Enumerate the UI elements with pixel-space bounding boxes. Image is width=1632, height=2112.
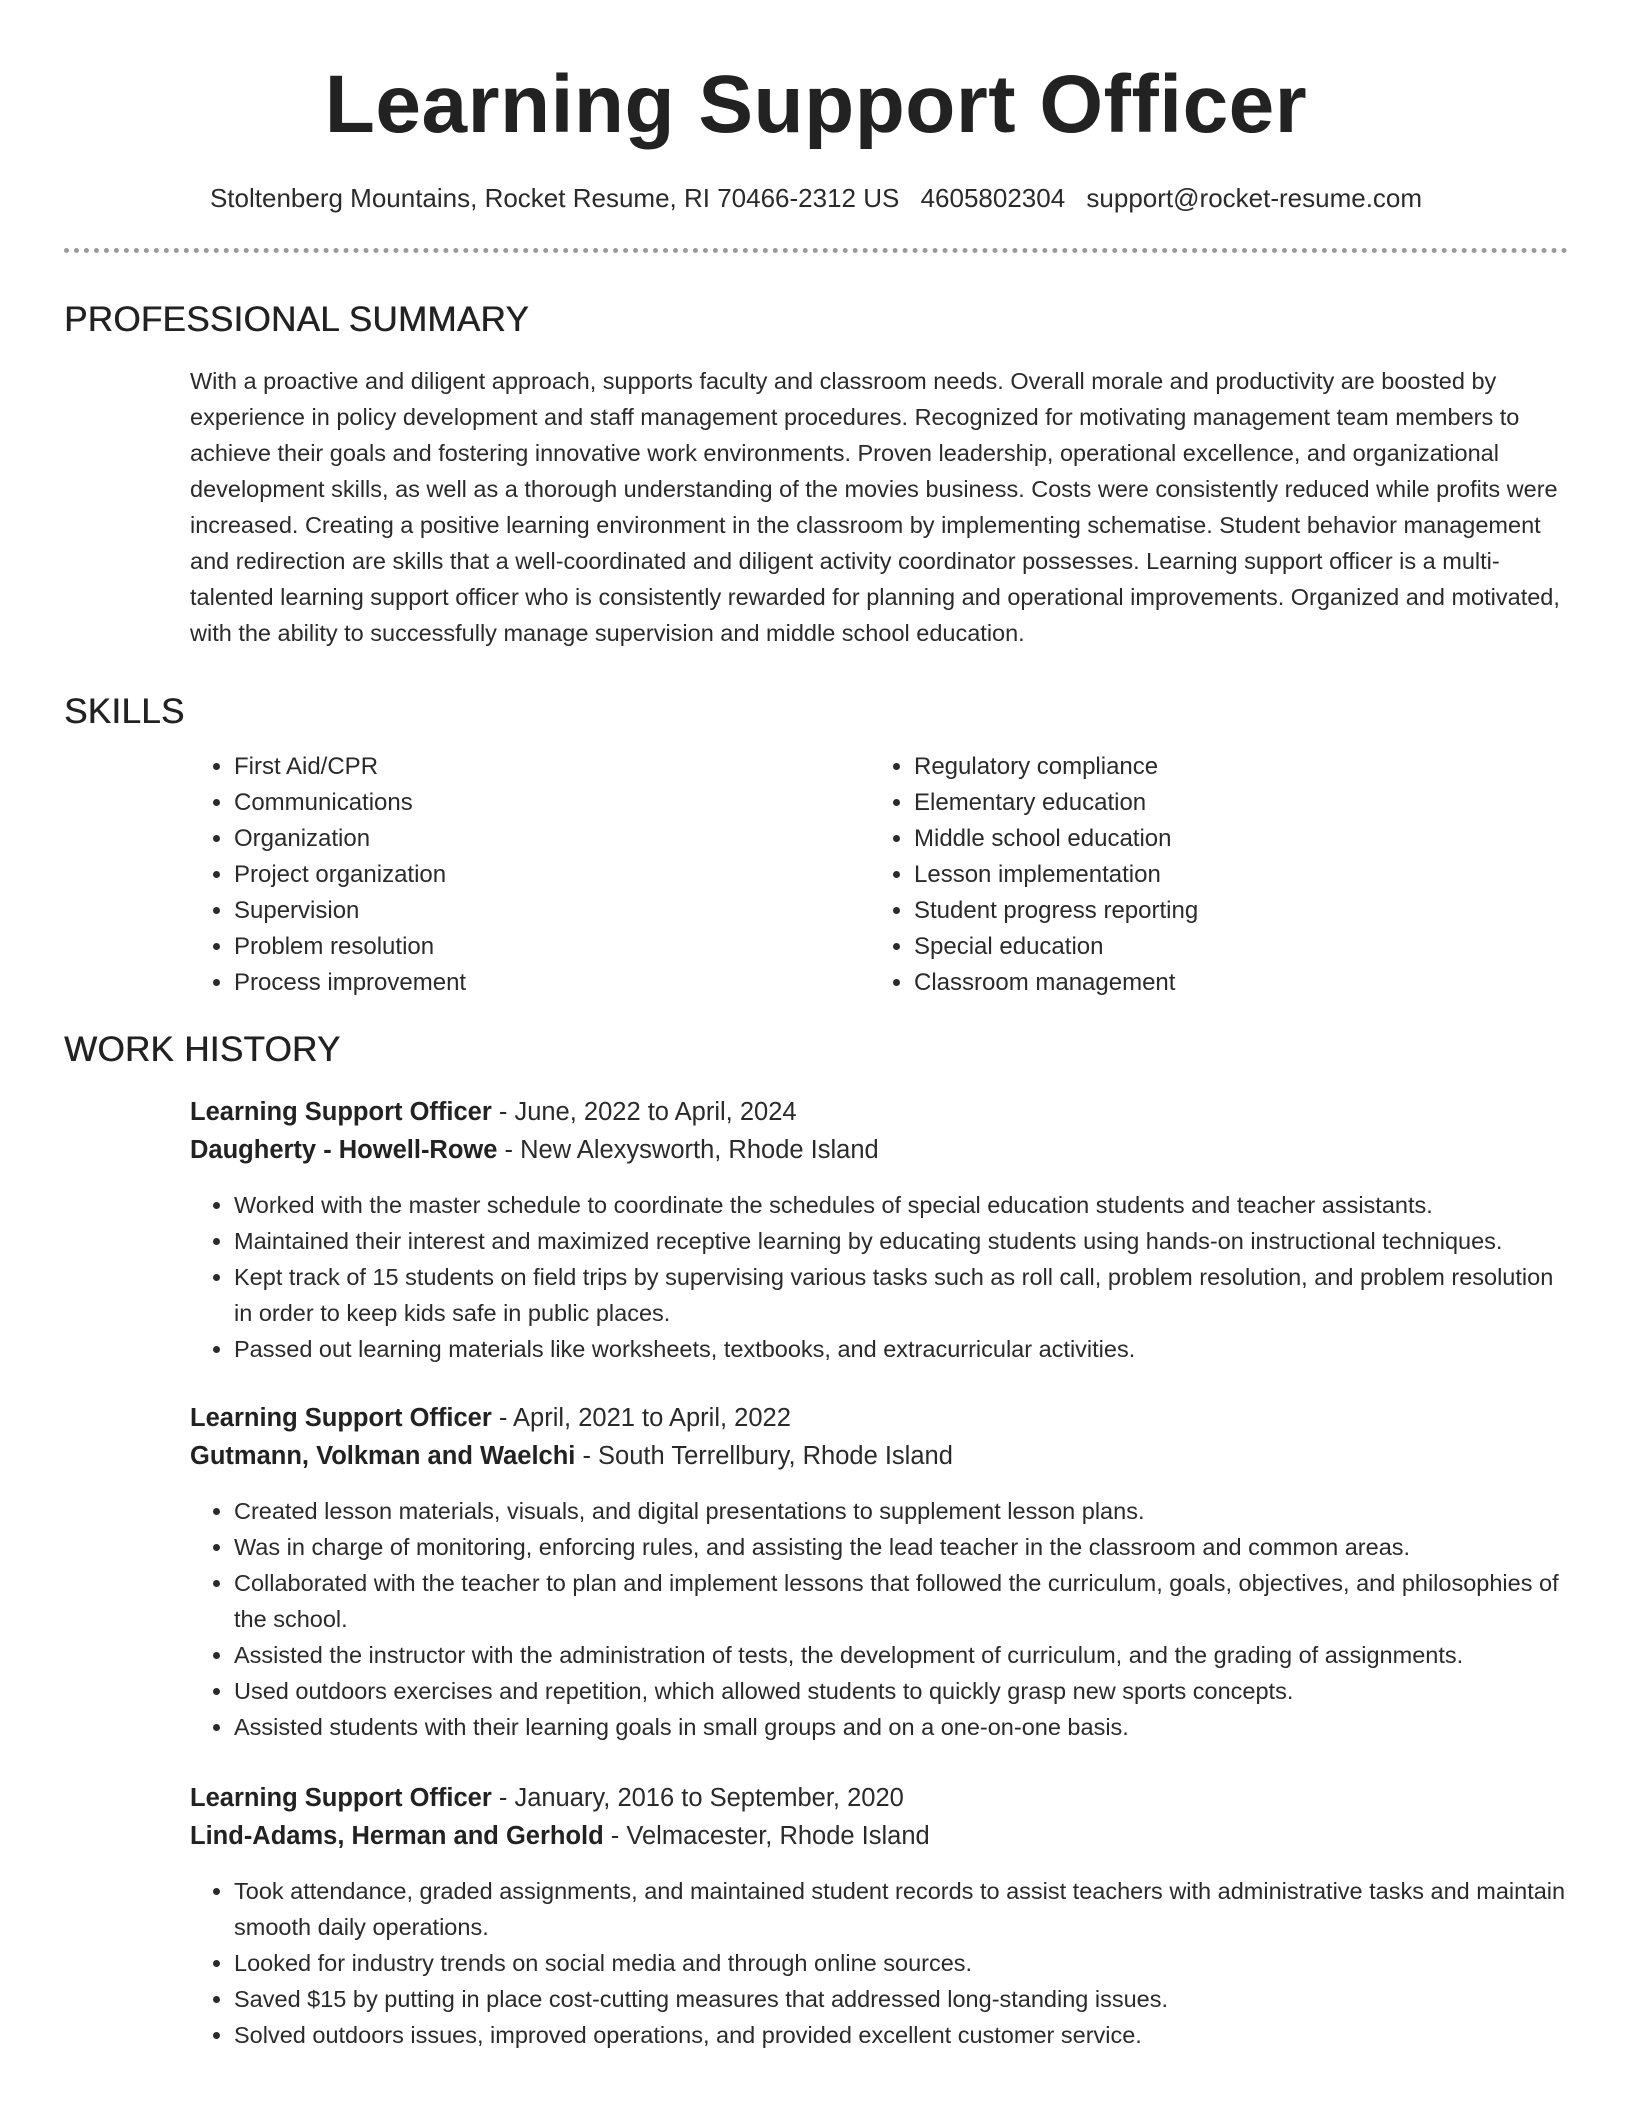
job-role: Learning Support Officer bbox=[190, 1098, 492, 1126]
job-role-line bbox=[190, 1093, 1568, 1131]
skill-item: • Communications bbox=[234, 785, 870, 821]
job-bullet: • Passed out learning materials like worksheets, textbooks, and extracurricular activities. bbox=[234, 1331, 1568, 1367]
job-entry bbox=[190, 1399, 1568, 1745]
job-bullet: • Created lesson materials, visuals, and digital presentations to supplement lesson plans. bbox=[234, 1493, 1568, 1529]
job-bullets bbox=[190, 1187, 1568, 1367]
job-bullet: • Looked for industry trends on social media and through online sources. bbox=[234, 1945, 1568, 1981]
section-title-work-history: WORK HISTORY bbox=[64, 1030, 341, 1069]
skill-item: • Project organization bbox=[234, 857, 870, 893]
skill-item: • Regulatory compliance bbox=[914, 749, 1534, 785]
job-dates: - January, 2016 to September, 2020 bbox=[491, 1784, 904, 1812]
contact-line bbox=[64, 180, 1568, 216]
contact-phone: 4605802304 bbox=[920, 183, 1066, 213]
skill-item: • Special education bbox=[914, 929, 1534, 965]
job-bullet: • Collaborated with the teacher to plan and implement lessons that followed the curriculum, goals, objectives, and philosophies of the school. bbox=[234, 1565, 1568, 1637]
skill-item: • Classroom management bbox=[914, 965, 1534, 1001]
skill-item: • Elementary education bbox=[914, 785, 1534, 821]
contact-email: support@rocket-resume.com bbox=[1086, 183, 1423, 213]
job-bullet: • Maintained their interest and maximized receptive learning by educating students using hands-on instructional techniques. bbox=[234, 1223, 1568, 1259]
skills-column-left bbox=[190, 749, 870, 1001]
job-company-line bbox=[190, 1817, 1568, 1855]
header-divider bbox=[64, 248, 1568, 253]
job-bullets bbox=[190, 1493, 1568, 1745]
job-bullets bbox=[190, 1873, 1568, 2053]
job-entry bbox=[190, 1093, 1568, 1367]
skill-item: • Process improvement bbox=[234, 965, 870, 1001]
job-bullet: • Kept track of 15 students on field trips by supervising various tasks such as roll call, problem resolution, and problem resolution in order to keep kids safe in public places. bbox=[234, 1259, 1568, 1331]
section-title-summary: PROFESSIONAL SUMMARY bbox=[64, 300, 529, 339]
skill-item: • Lesson implementation bbox=[914, 857, 1534, 893]
job-bullet: • Assisted the instructor with the administration of tests, the development of curriculum, and the grading of assignments. bbox=[234, 1637, 1568, 1673]
job-entry bbox=[190, 1779, 1568, 2053]
job-company: Gutmann, Volkman and Waelchi bbox=[190, 1442, 576, 1470]
job-role-line bbox=[190, 1779, 1568, 1817]
summary-text: With a proactive and diligent approach, supports faculty and classroom needs. Overall morale and productivity are boosted by experience in policy development and staff management procedures. Recognized for motivating management team members to achieve their goals and fostering innovative work environments. Proven leadership, operational excellence, and organizational development skills, as well as a thorough understanding of the movies business. Costs were consistently reduced while profits were increased. Creating a positive learning environment in the classroom by implementing schematise. Student behavior management and redirection are skills that a well-coordinated and diligent activity coordinator possesses. Learning support officer is a multi-talented learning support officer who is consistently rewarded for planning and operational improvements. Organized and motivated, with the ability to successfully manage supervision and middle school education. bbox=[190, 368, 1560, 646]
job-dates: - April, 2021 to April, 2022 bbox=[491, 1404, 791, 1432]
job-location: - South Terrellbury, Rhode Island bbox=[575, 1442, 953, 1470]
skill-item: • Middle school education bbox=[914, 821, 1534, 857]
skills-list bbox=[190, 749, 1568, 1001]
job-location: - New Alexysworth, Rhode Island bbox=[497, 1136, 879, 1164]
skill-item: • Supervision bbox=[234, 893, 870, 929]
skill-item: • First Aid/CPR bbox=[234, 749, 870, 785]
job-company: Lind-Adams, Herman and Gerhold bbox=[190, 1822, 604, 1850]
contact-address: Stoltenberg Mountains, Rocket Resume, RI 70466-2312 US bbox=[209, 183, 900, 213]
job-bullet: • Solved outdoors issues, improved operations, and provided excellent customer service. bbox=[234, 2017, 1568, 2053]
job-bullet: • Worked with the master schedule to coordinate the schedules of special education students and teacher assistants. bbox=[234, 1187, 1568, 1223]
job-role: Learning Support Officer bbox=[190, 1404, 492, 1432]
job-company-line bbox=[190, 1131, 1568, 1169]
skill-item: • Problem resolution bbox=[234, 929, 870, 965]
section-title-skills: SKILLS bbox=[64, 692, 185, 731]
resume-name: Learning Support Officer bbox=[324, 59, 1308, 150]
job-company-line bbox=[190, 1437, 1568, 1475]
job-location: - Velmacester, Rhode Island bbox=[603, 1822, 930, 1850]
job-bullet: • Assisted students with their learning goals in small groups and on a one-on-one basis. bbox=[234, 1709, 1568, 1745]
resume-page bbox=[64, 0, 1568, 2053]
job-dates: - June, 2022 to April, 2024 bbox=[491, 1098, 797, 1126]
job-bullet: • Used outdoors exercises and repetition, which allowed students to quickly grasp new sports concepts. bbox=[234, 1673, 1568, 1709]
job-bullet: • Took attendance, graded assignments, and maintained student records to assist teachers with administrative tasks and maintain smooth daily operations. bbox=[234, 1873, 1568, 1945]
skill-item: • Student progress reporting bbox=[914, 893, 1534, 929]
job-role-line bbox=[190, 1399, 1568, 1437]
job-role: Learning Support Officer bbox=[190, 1784, 492, 1812]
skill-item: • Organization bbox=[234, 821, 870, 857]
job-company: Daugherty - Howell-Rowe bbox=[190, 1136, 498, 1164]
job-bullet: • Saved $15 by putting in place cost-cutting measures that addressed long-standing issues. bbox=[234, 1981, 1568, 2017]
skills-column-right bbox=[870, 749, 1534, 1001]
job-bullet: • Was in charge of monitoring, enforcing rules, and assisting the lead teacher in the classroom and common areas. bbox=[234, 1529, 1568, 1565]
